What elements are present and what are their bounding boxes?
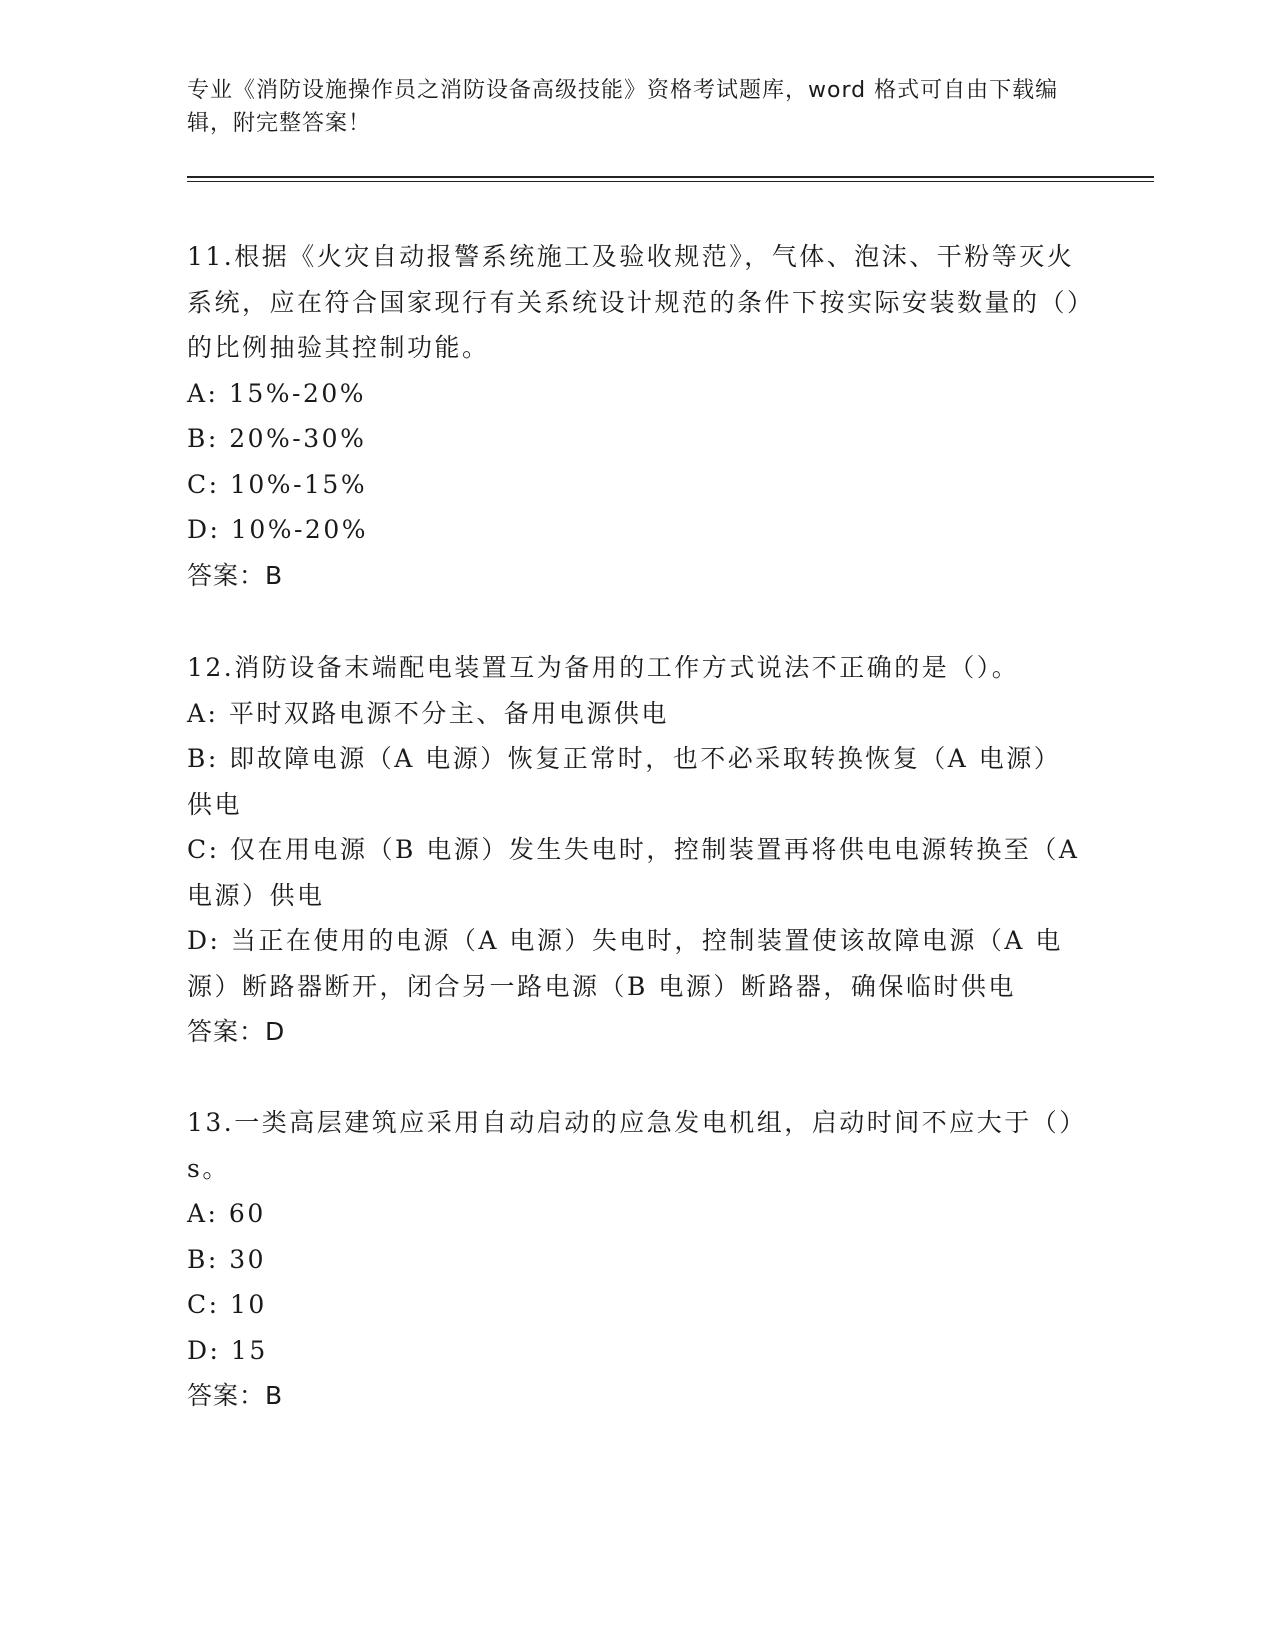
answer: 答案：D xyxy=(187,1017,286,1046)
option-a: A: 60 xyxy=(187,1199,266,1228)
option-d: D: 10%-20% xyxy=(187,515,368,544)
option-a: A: 平时双路电源不分主、备用电源供电 xyxy=(187,698,669,728)
question-stem: 11.根据《火灾自动报警系统施工及验收规范》，气体、泡沫、干粉等灭火系统，应在符合国家现行有关系统设计规范的条件下按实际安装数量的（）的比例抽验其控制功能。 xyxy=(187,242,1083,362)
header-divider-bottom xyxy=(187,181,1154,182)
question-11 xyxy=(187,234,1087,598)
option-b: B: 即故障电源（A 电源）恢复正常时，也不必采取转换恢复（A 电源）供电 xyxy=(187,744,1062,819)
option-c: C: 10 xyxy=(187,1290,267,1319)
document-header: 专业《消防设施操作员之消防设备高级技能》资格考试题库，word 格式可自由下载编辑，附完整答案！ xyxy=(187,78,1059,136)
question-12 xyxy=(187,645,1087,1055)
answer: 答案：B xyxy=(187,560,284,590)
option-b: B: 30 xyxy=(187,1244,267,1274)
option-b: B: 20%-30% xyxy=(187,424,367,453)
option-d: D: 15 xyxy=(187,1335,268,1365)
question-stem: 13.一类高层建筑应采用自动启动的应急发电机组，启动时间不应大于（）s。 xyxy=(187,1108,1087,1183)
question-13 xyxy=(187,1100,1087,1419)
question-stem: 12.消防设备末端配电装置互为备用的工作方式说法不正确的是（）。 xyxy=(187,653,1020,682)
option-c: C: 10%-15% xyxy=(187,469,368,499)
option-c: C: 仅在用电源（B 电源）发生失电时，控制装置再将供电电源转换至（A 电源）供电 xyxy=(187,835,1080,910)
option-d: D: 当正在使用的电源（A 电源）失电时，控制装置使该故障电源（A 电源）断路器断开，闭合另一路电源（B 电源）断路器，确保临时供电 xyxy=(187,926,1063,1001)
option-a: A: 15%-20% xyxy=(187,378,367,408)
header-divider-top xyxy=(187,176,1154,178)
answer: 答案：B xyxy=(187,1381,284,1410)
